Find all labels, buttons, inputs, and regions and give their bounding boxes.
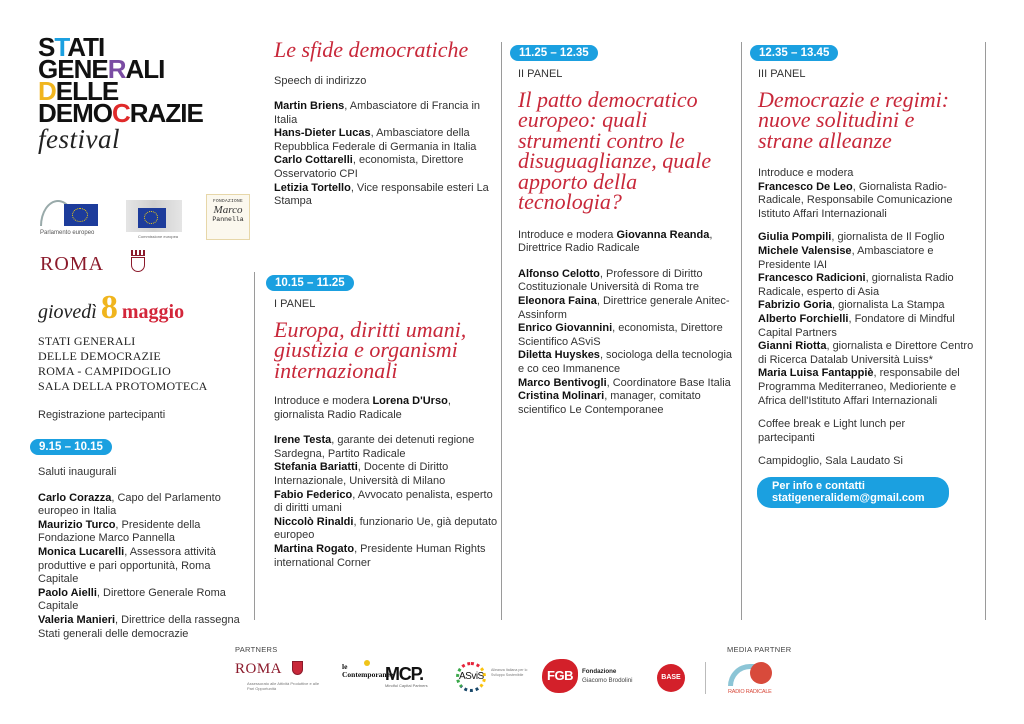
speaker-name: Hans-Dieter Lucas bbox=[274, 127, 371, 140]
panel-3-moderator: Introduce e modera Francesco De Leo, Giornalista Radio-Radicale, Responsabile Comunicazione Istituto Affari Internazionali bbox=[758, 167, 953, 220]
keynote-title: Le sfide democratiche bbox=[274, 37, 469, 62]
logo-line-2: GENERALI bbox=[38, 54, 165, 84]
partner-asvis-logo: ASviS Alleanza Italiana per lo Sviluppo Sostenibile bbox=[456, 662, 536, 694]
roma-crest-icon bbox=[292, 661, 303, 675]
speaker-role: , Presidente della Fondazione Marco Pannella bbox=[38, 518, 201, 545]
speaker-name: Cristina Molinari bbox=[518, 390, 605, 403]
speaker-name: Giulia Pompili bbox=[758, 231, 832, 244]
speaker-entry bbox=[518, 295, 740, 322]
speaker-name: Gianni Riotta bbox=[758, 340, 827, 353]
panel-3-time-badge: 12.35 – 13.45 bbox=[750, 45, 838, 61]
partner-le-contemporanee-logo: le Contemporanee bbox=[342, 662, 394, 679]
rose-icon bbox=[750, 662, 772, 684]
speaker-entry bbox=[38, 614, 250, 641]
dot-icon bbox=[364, 660, 370, 666]
speaker-role: , giornalista e Direttore Centro di Ricerca Datalab Università Luiss* bbox=[758, 340, 974, 366]
opening-speaker-list bbox=[38, 492, 250, 642]
speaker-name: Stefania Bariatti bbox=[274, 461, 358, 474]
speaker-role: , sociologa della tecnologia e co ceo Immanence bbox=[518, 349, 733, 375]
venue-block: STATI GENERALI DELLE DEMOCRAZIE ROMA - CAMPIDOGLIO SALA DELLA PROTOMOTECA bbox=[38, 334, 208, 393]
speaker-name: Carlo Corazza bbox=[38, 491, 112, 504]
panel-1-title: Europa, diritti umani, giustizia e organismi internazionali bbox=[274, 316, 467, 383]
speaker-role: , Docente di Diritto Internazionale, Università di Milano bbox=[274, 461, 449, 488]
column-divider bbox=[985, 42, 986, 620]
speaker-entry bbox=[758, 299, 984, 313]
speaker-entry bbox=[38, 519, 250, 546]
lunch-location: Campidoglio, Sala Laudato Si bbox=[758, 455, 903, 468]
speaker-role: , funzionario Ue, già deputato europeo bbox=[274, 515, 498, 542]
speaker-entry bbox=[518, 268, 740, 295]
panel-2-time-badge: 11.25 – 12.35 bbox=[510, 45, 598, 61]
partners-label: PARTNERS bbox=[235, 645, 278, 654]
lunch-note: Coffee break e Light lunch per partecipanti bbox=[758, 418, 906, 444]
speaker-name: Fabrizio Goria bbox=[758, 299, 832, 312]
partner-mcp-logo: MCP. Mindful Capital Partners bbox=[385, 664, 428, 688]
logo-line-1: STATI bbox=[38, 32, 105, 62]
speaker-role: , Avvocato penalista, esperto di diritti umani bbox=[274, 488, 493, 515]
opening-session bbox=[38, 466, 250, 641]
speaker-name: Valeria Manieri bbox=[38, 613, 116, 626]
eu-flag-icon bbox=[138, 208, 166, 228]
speaker-name: Alberto Forchielli bbox=[758, 313, 849, 326]
speaker-name: Francesco Radicioni bbox=[758, 272, 866, 285]
speaker-entry bbox=[518, 390, 740, 417]
speaker-entry bbox=[274, 461, 498, 488]
speaker-entry bbox=[38, 587, 250, 614]
speaker-entry bbox=[38, 492, 250, 519]
speaker-role: , Direttrice generale Anitec-Assinform bbox=[518, 294, 730, 321]
speaker-name: Maurizio Turco bbox=[38, 518, 116, 531]
speaker-entry bbox=[274, 543, 498, 570]
keynote-speaker-list bbox=[274, 100, 498, 209]
speaker-name: Diletta Huyskes bbox=[518, 349, 600, 362]
media-radio-radicale-logo: RADIO RADICALE bbox=[728, 660, 788, 700]
panel-2-speaker-list bbox=[518, 268, 740, 418]
speaker-name: Marco Bentivogli bbox=[518, 376, 607, 389]
speaker-name: Enrico Giovannini bbox=[518, 322, 613, 335]
speaker-name: Maria Luisa Fantappiè bbox=[758, 367, 874, 380]
speaker-role: , Capo del Parlamento europeo in Italia bbox=[38, 491, 221, 518]
panel-1 bbox=[266, 273, 498, 570]
speaker-role: , giornalista Radio Radicale, esperto di Asia bbox=[758, 272, 954, 298]
speaker-role: , responsabile del Programma Mediterraneo, Medioriente e Africa dell'Istituto Affari Internazionali bbox=[758, 367, 960, 407]
panel-2 bbox=[510, 43, 740, 417]
keynote-label: Speech di indirizzo bbox=[274, 74, 367, 87]
speaker-role: , garante dei detenuti regione Sardegna, Partito Radicale bbox=[274, 434, 475, 460]
speaker-role: , giornalista de Il Foglio bbox=[831, 231, 945, 244]
speaker-name: Michele Valensise bbox=[758, 245, 852, 258]
partner-roma-logo: ROMA Assessorato alle Attività Produttive e alle Pari Opportunità bbox=[235, 661, 320, 691]
speaker-entry bbox=[38, 546, 250, 587]
roma-logo: ROMA bbox=[40, 253, 105, 275]
european-commission-logo: Commissione europea bbox=[126, 200, 182, 240]
speaker-name: Paolo Aielli bbox=[38, 586, 97, 599]
keynote-session bbox=[274, 37, 498, 209]
speaker-role: , Assessora attività produttive e pari opportunità, Roma Capitale bbox=[38, 545, 216, 586]
opening-label: Saluti inaugurali bbox=[38, 466, 117, 478]
speaker-name: Martin Briens bbox=[274, 100, 345, 113]
speaker-role: , Ambasciatore di Francia in Italia bbox=[274, 100, 481, 126]
speaker-name: Letizia Tortello bbox=[274, 181, 351, 194]
speaker-entry bbox=[758, 340, 984, 367]
speaker-entry bbox=[758, 272, 984, 299]
speaker-role: , Direttrice della rassegna Stati generali delle democrazie bbox=[38, 613, 240, 640]
speaker-entry bbox=[274, 154, 498, 181]
speaker-entry bbox=[758, 245, 984, 272]
speaker-role: , Coordinatore Base Italia bbox=[606, 376, 731, 389]
speaker-role: , manager, comitato scientifico Le Contemporanee bbox=[518, 390, 701, 416]
speaker-role: , economista, Direttore Osservatorio CPI bbox=[274, 154, 464, 181]
speaker-entry bbox=[758, 313, 984, 340]
partner-base-logo: BASE bbox=[657, 664, 685, 692]
panel-3-speaker-list bbox=[758, 231, 984, 408]
panel-1-moderator: Introduce e modera Lorena D'Urso, giornalista Radio Radicale bbox=[274, 395, 451, 421]
speaker-role: , giornalista La Stampa bbox=[831, 299, 945, 312]
speaker-name: Niccolò Rinaldi bbox=[274, 515, 354, 528]
eu-flag-icon bbox=[64, 204, 98, 226]
speaker-entry bbox=[758, 231, 984, 245]
speaker-entry bbox=[274, 127, 498, 154]
speaker-entry bbox=[274, 516, 498, 543]
speaker-entry bbox=[274, 182, 498, 209]
speaker-entry bbox=[274, 489, 498, 516]
panel-3 bbox=[750, 43, 982, 508]
speaker-name: Fabio Federico bbox=[274, 488, 353, 501]
speaker-name: Alfonso Celotto bbox=[518, 267, 600, 280]
logo-subtitle: festival bbox=[38, 124, 120, 154]
panel-3-label: III PANEL bbox=[758, 68, 806, 80]
registration-text: Registrazione partecipanti bbox=[38, 409, 166, 421]
logo-line-4: DEMOCRAZIE bbox=[38, 98, 203, 128]
speaker-name: Irene Testa bbox=[274, 434, 332, 447]
speaker-role: , Presidente Human Rights international Corner bbox=[274, 543, 486, 569]
speaker-role: , Ambasciatore e Presidente IAI bbox=[758, 245, 934, 271]
column-divider bbox=[254, 272, 255, 620]
speaker-name: Martina Rogato bbox=[274, 543, 355, 556]
speaker-name: Monica Lucarelli bbox=[38, 545, 125, 558]
speaker-entry bbox=[518, 349, 740, 376]
speaker-name: Eleonora Faina bbox=[518, 294, 597, 307]
panel-2-moderator: Introduce e modera Giovanna Reanda, Direttrice Radio Radicale bbox=[518, 228, 713, 255]
speaker-entry bbox=[518, 377, 740, 391]
speaker-entry bbox=[274, 100, 498, 127]
speaker-entry bbox=[274, 434, 498, 461]
panel-1-label: I PANEL bbox=[274, 298, 316, 310]
speaker-role: , Fondatore di Mindful Capital Partners bbox=[758, 313, 955, 339]
festival-logo bbox=[38, 32, 248, 154]
column-divider bbox=[741, 42, 742, 620]
footer-divider bbox=[705, 662, 706, 694]
european-parliament-logo: Parlamento europeo bbox=[38, 194, 104, 240]
opening-time-badge: 9.15 – 10.15 bbox=[30, 437, 112, 455]
fondazione-pannella-logo: FONDAZIONE Marco Pannella bbox=[206, 194, 250, 240]
logo-line-3: DELLE bbox=[38, 76, 119, 106]
panel-1-speaker-list bbox=[274, 434, 498, 570]
speaker-role: , Direttore Generale Roma Capitale bbox=[38, 586, 226, 613]
institutional-sponsors bbox=[38, 194, 253, 242]
panel-2-label: II PANEL bbox=[518, 68, 563, 80]
speaker-entry bbox=[758, 367, 984, 408]
contact-email[interactable]: statigeneralidem@gmail.com bbox=[772, 492, 925, 505]
panel-2-title: Il patto democratico europeo: quali strumenti contro le disuguaglianze, quale apporto della tecnologia? bbox=[518, 86, 712, 215]
event-date: giovedì 8 maggio bbox=[38, 289, 185, 326]
speaker-role: , Vice responsabile esteri La Stampa bbox=[274, 181, 489, 208]
partner-fgb-logo: FGB Fondazione Giacomo Brodolini bbox=[542, 659, 652, 695]
speaker-role: , economista, Direttore Scientifico ASviS bbox=[518, 322, 723, 348]
speaker-entry bbox=[518, 322, 740, 349]
media-partner-label: MEDIA PARTNER bbox=[727, 645, 792, 654]
speaker-name: Carlo Cottarelli bbox=[274, 154, 353, 167]
column-divider bbox=[501, 42, 502, 620]
panel-3-title: Democrazie e regimi: nuove solitudini e strane alleanze bbox=[758, 86, 950, 153]
speaker-role: , Ambasciatore della Repubblica Federale di Germania in Italia bbox=[274, 127, 477, 153]
speaker-role: , Professore di Diritto Costituzionale Università di Roma tre bbox=[518, 267, 703, 294]
panel-1-time-badge: 10.15 – 11.25 bbox=[266, 275, 354, 291]
contact-button[interactable]: Per info e contatti statigeneralidem@gmail.com bbox=[757, 477, 949, 508]
roma-crest-icon bbox=[130, 250, 146, 274]
